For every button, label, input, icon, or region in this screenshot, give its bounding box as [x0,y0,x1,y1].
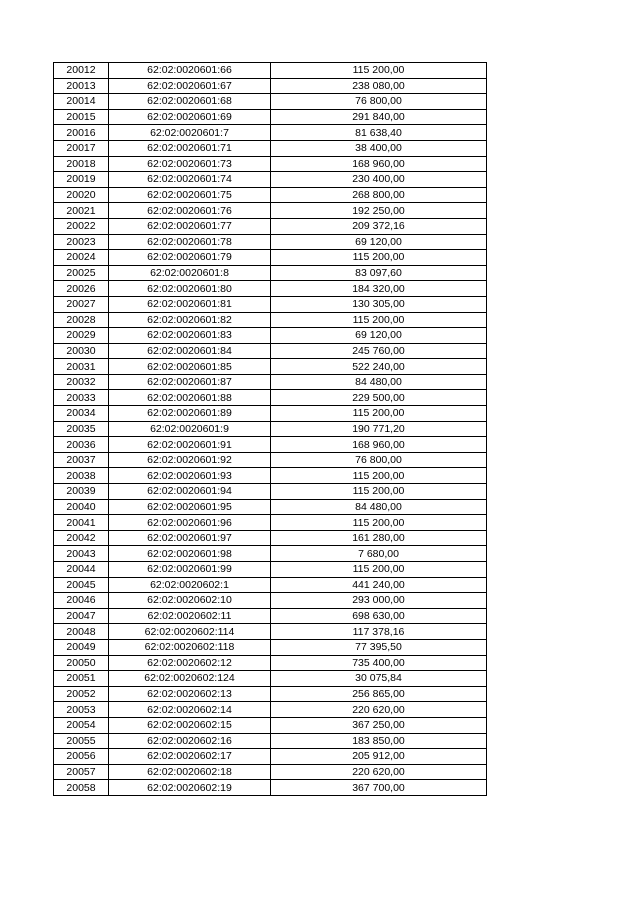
cadastral-number-cell: 62:02:0020601:98 [109,546,271,562]
cadastral-number-cell: 62:02:0020601:99 [109,562,271,578]
table-row [54,577,487,593]
value-cell: 184 320,00 [271,281,487,297]
table-row [54,546,487,562]
table-row [54,172,487,188]
cadastral-number-cell: 62:02:0020601:96 [109,515,271,531]
row-number-cell: 20036 [54,437,109,453]
value-cell: 117 378,16 [271,624,487,640]
row-number-cell: 20043 [54,546,109,562]
value-cell: 115 200,00 [271,63,487,79]
row-number-cell: 20027 [54,296,109,312]
table-row [54,733,487,749]
cadastral-number-cell: 62:02:0020602:18 [109,764,271,780]
value-cell: 69 120,00 [271,328,487,344]
row-number-cell: 20047 [54,608,109,624]
cadastral-number-cell: 62:02:0020601:81 [109,296,271,312]
row-number-cell: 20020 [54,187,109,203]
cadastral-number-cell: 62:02:0020602:14 [109,702,271,718]
cadastral-number-cell: 62:02:0020601:82 [109,312,271,328]
table-row [54,717,487,733]
row-number-cell: 20039 [54,484,109,500]
row-number-cell: 20037 [54,452,109,468]
cadastral-number-cell: 62:02:0020601:87 [109,374,271,390]
value-cell: 735 400,00 [271,655,487,671]
table-row [54,484,487,500]
table-row [54,452,487,468]
table-row [54,374,487,390]
cadastral-number-cell: 62:02:0020601:94 [109,484,271,500]
cadastral-number-cell: 62:02:0020602:17 [109,749,271,765]
value-cell: 268 800,00 [271,187,487,203]
table-body [54,63,487,796]
table-row [54,94,487,110]
table-row [54,764,487,780]
table-row [54,702,487,718]
row-number-cell: 20034 [54,406,109,422]
value-cell: 115 200,00 [271,468,487,484]
row-number-cell: 20053 [54,702,109,718]
row-number-cell: 20052 [54,686,109,702]
value-cell: 115 200,00 [271,562,487,578]
table-row [54,265,487,281]
cadastral-number-cell: 62:02:0020602:13 [109,686,271,702]
value-cell: 205 912,00 [271,749,487,765]
cadastral-number-cell: 62:02:0020601:85 [109,359,271,375]
value-cell: 190 771,20 [271,421,487,437]
cadastral-number-cell: 62:02:0020602:10 [109,593,271,609]
table-row [54,296,487,312]
row-number-cell: 20029 [54,328,109,344]
table-row [54,406,487,422]
row-number-cell: 20028 [54,312,109,328]
table-row [54,328,487,344]
value-cell: 84 480,00 [271,499,487,515]
cadastral-number-cell: 62:02:0020602:15 [109,717,271,733]
table-row [54,63,487,79]
row-number-cell: 20056 [54,749,109,765]
row-number-cell: 20050 [54,655,109,671]
row-number-cell: 20042 [54,530,109,546]
value-cell: 115 200,00 [271,250,487,266]
cadastral-number-cell: 62:02:0020601:83 [109,328,271,344]
cadastral-number-cell: 62:02:0020601:71 [109,140,271,156]
row-number-cell: 20022 [54,218,109,234]
table-row [54,187,487,203]
row-number-cell: 20058 [54,780,109,796]
value-cell: 130 305,00 [271,296,487,312]
cadastral-number-cell: 62:02:0020601:66 [109,63,271,79]
row-number-cell: 20012 [54,63,109,79]
cadastral-number-cell: 62:02:0020602:19 [109,780,271,796]
table-row [54,78,487,94]
cadastral-number-cell: 62:02:0020601:75 [109,187,271,203]
cadastral-number-cell: 62:02:0020602:1 [109,577,271,593]
table-row [54,281,487,297]
table-row [54,437,487,453]
table-row [54,234,487,250]
cadastral-number-cell: 62:02:0020601:78 [109,234,271,250]
row-number-cell: 20026 [54,281,109,297]
row-number-cell: 20041 [54,515,109,531]
table-row [54,109,487,125]
table-row [54,125,487,141]
cadastral-number-cell: 62:02:0020601:69 [109,109,271,125]
table-row [54,530,487,546]
value-cell: 522 240,00 [271,359,487,375]
cadastral-number-cell: 62:02:0020601:92 [109,452,271,468]
row-number-cell: 20051 [54,671,109,687]
row-number-cell: 20014 [54,94,109,110]
table-row [54,343,487,359]
cadastral-number-cell: 62:02:0020601:97 [109,530,271,546]
cadastral-number-cell: 62:02:0020601:88 [109,390,271,406]
table-row [54,359,487,375]
value-cell: 30 075,84 [271,671,487,687]
cadastral-number-cell: 62:02:0020602:118 [109,639,271,655]
row-number-cell: 20044 [54,562,109,578]
value-cell: 83 097,60 [271,265,487,281]
value-cell: 291 840,00 [271,109,487,125]
row-number-cell: 20046 [54,593,109,609]
value-cell: 168 960,00 [271,437,487,453]
row-number-cell: 20024 [54,250,109,266]
table-row [54,218,487,234]
row-number-cell: 20025 [54,265,109,281]
value-cell: 209 372,16 [271,218,487,234]
value-cell: 168 960,00 [271,156,487,172]
table-row [54,655,487,671]
value-cell: 7 680,00 [271,546,487,562]
value-cell: 115 200,00 [271,515,487,531]
row-number-cell: 20033 [54,390,109,406]
row-number-cell: 20030 [54,343,109,359]
value-cell: 220 620,00 [271,764,487,780]
value-cell: 183 850,00 [271,733,487,749]
value-cell: 81 638,40 [271,125,487,141]
cadastral-number-cell: 62:02:0020602:16 [109,733,271,749]
value-cell: 367 250,00 [271,717,487,733]
table-row [54,671,487,687]
row-number-cell: 20019 [54,172,109,188]
cadastral-value-table [53,62,487,796]
value-cell: 256 865,00 [271,686,487,702]
value-cell: 38 400,00 [271,140,487,156]
cadastral-number-cell: 62:02:0020601:74 [109,172,271,188]
cadastral-number-cell: 62:02:0020602:124 [109,671,271,687]
row-number-cell: 20032 [54,374,109,390]
cadastral-number-cell: 62:02:0020601:91 [109,437,271,453]
table-row [54,624,487,640]
table-row [54,780,487,796]
value-cell: 76 800,00 [271,452,487,468]
cadastral-number-cell: 62:02:0020601:93 [109,468,271,484]
row-number-cell: 20038 [54,468,109,484]
value-cell: 238 080,00 [271,78,487,94]
value-cell: 293 000,00 [271,593,487,609]
cadastral-number-cell: 62:02:0020601:79 [109,250,271,266]
row-number-cell: 20055 [54,733,109,749]
row-number-cell: 20016 [54,125,109,141]
table-row [54,390,487,406]
table-row [54,515,487,531]
row-number-cell: 20048 [54,624,109,640]
table-row [54,421,487,437]
cadastral-number-cell: 62:02:0020601:95 [109,499,271,515]
cadastral-number-cell: 62:02:0020602:11 [109,608,271,624]
table-row [54,499,487,515]
table-row [54,312,487,328]
table-row [54,468,487,484]
row-number-cell: 20057 [54,764,109,780]
cadastral-number-cell: 62:02:0020601:9 [109,421,271,437]
table-row [54,686,487,702]
table-row [54,593,487,609]
row-number-cell: 20013 [54,78,109,94]
cadastral-number-cell: 62:02:0020601:89 [109,406,271,422]
row-number-cell: 20049 [54,639,109,655]
value-cell: 230 400,00 [271,172,487,188]
row-number-cell: 20040 [54,499,109,515]
value-cell: 441 240,00 [271,577,487,593]
value-cell: 698 630,00 [271,608,487,624]
value-cell: 84 480,00 [271,374,487,390]
cadastral-number-cell: 62:02:0020601:76 [109,203,271,219]
value-cell: 115 200,00 [271,484,487,500]
row-number-cell: 20015 [54,109,109,125]
value-cell: 220 620,00 [271,702,487,718]
row-number-cell: 20031 [54,359,109,375]
cadastral-number-cell: 62:02:0020601:68 [109,94,271,110]
cadastral-number-cell: 62:02:0020602:12 [109,655,271,671]
row-number-cell: 20023 [54,234,109,250]
value-cell: 161 280,00 [271,530,487,546]
cadastral-number-cell: 62:02:0020601:8 [109,265,271,281]
row-number-cell: 20054 [54,717,109,733]
value-cell: 192 250,00 [271,203,487,219]
value-cell: 367 700,00 [271,780,487,796]
value-cell: 115 200,00 [271,406,487,422]
table-row [54,250,487,266]
cadastral-number-cell: 62:02:0020601:67 [109,78,271,94]
table-row [54,749,487,765]
value-cell: 69 120,00 [271,234,487,250]
table-row [54,140,487,156]
cadastral-number-cell: 62:02:0020601:77 [109,218,271,234]
value-cell: 76 800,00 [271,94,487,110]
row-number-cell: 20035 [54,421,109,437]
row-number-cell: 20021 [54,203,109,219]
table-row [54,203,487,219]
cadastral-number-cell: 62:02:0020601:80 [109,281,271,297]
cadastral-number-cell: 62:02:0020601:84 [109,343,271,359]
value-cell: 77 395,50 [271,639,487,655]
value-cell: 115 200,00 [271,312,487,328]
table-row [54,639,487,655]
cadastral-number-cell: 62:02:0020602:114 [109,624,271,640]
cadastral-number-cell: 62:02:0020601:73 [109,156,271,172]
table-row [54,156,487,172]
row-number-cell: 20045 [54,577,109,593]
value-cell: 229 500,00 [271,390,487,406]
row-number-cell: 20017 [54,140,109,156]
row-number-cell: 20018 [54,156,109,172]
table-row [54,562,487,578]
cadastral-number-cell: 62:02:0020601:7 [109,125,271,141]
value-cell: 245 760,00 [271,343,487,359]
table-row [54,608,487,624]
